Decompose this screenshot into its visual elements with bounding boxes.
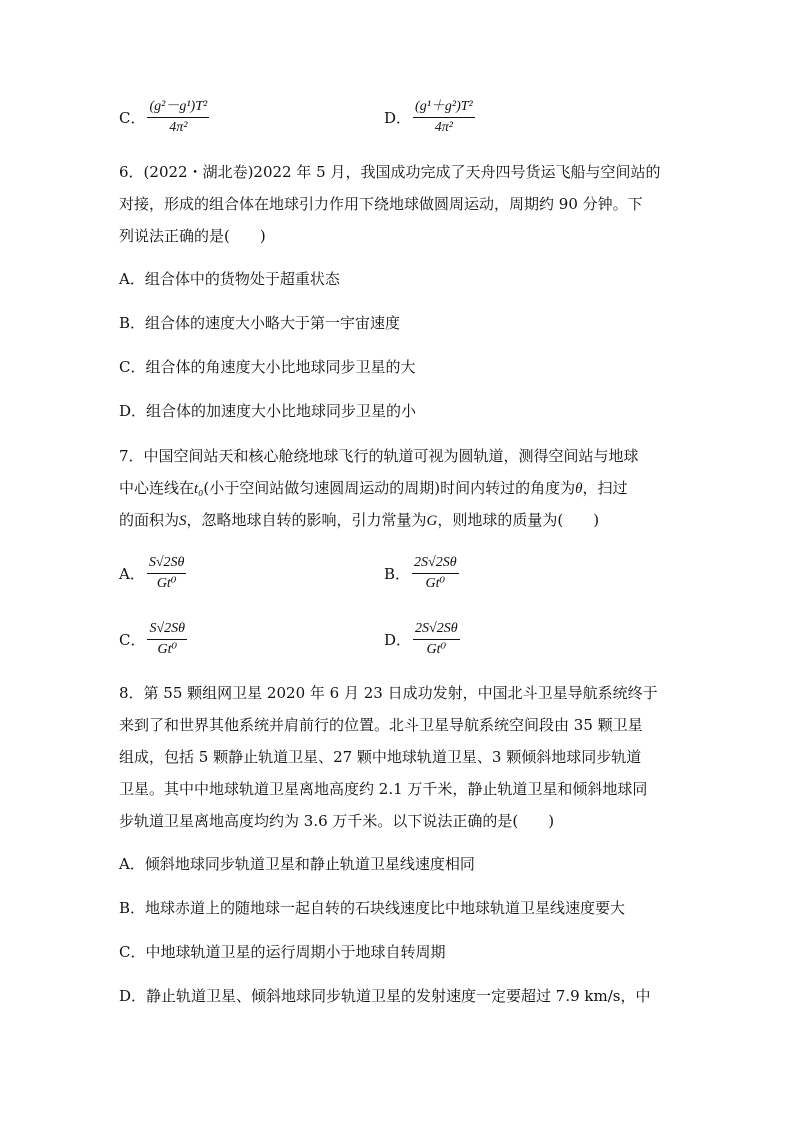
fraction-denominator: Gt⁰ [156, 576, 177, 591]
q8-stem-line-2: 来到了和世界其他系统并肩前行的位置。北斗卫星导航系统空间段由 35 颗卫星 [119, 716, 643, 734]
q7-option-b [384, 554, 459, 593]
q6-stem-line-2: 对接，形成的组合体在地球引力作用下绕地球做圆周运动，周期约 90 分钟。下 [119, 195, 643, 213]
text-segment: ，则地球的质量为( ) [437, 511, 600, 529]
fraction-denominator: 4π² [169, 120, 188, 135]
q8-option-b: B．地球赤道上的随地球一起自转的石块线速度比中地球轨道卫星线速度要大 [119, 899, 626, 917]
q7-option-c [119, 620, 187, 659]
q8-stem-line-5: 步轨道卫星离地高度均约为 3.6 万千米。以下说法正确的是( ) [119, 812, 555, 830]
area-symbol: S [179, 513, 187, 529]
q7-stem-line-1: 7．中国空间站天和核心舱绕地球飞行的轨道可视为圆轨道，测得空间站与地球 [119, 447, 639, 465]
option-label: C． [119, 630, 146, 649]
text-segment: 的面积为 [119, 511, 180, 529]
option-label: D． [384, 630, 412, 649]
q5-option-d-fraction [413, 98, 475, 137]
option-label: C． [119, 108, 146, 127]
q6-option-b: B．组合体的速度大小略大于第一宇宙速度 [119, 314, 401, 332]
fraction-numerator: (g²－g¹)T² [147, 98, 209, 118]
fraction-numerator: (g¹＋g²)T² [413, 98, 475, 118]
q7-stem-line-2 [119, 478, 628, 499]
q6-option-a: A．组合体中的货物处于超重状态 [119, 270, 340, 288]
q7-option-d-fraction [413, 620, 460, 659]
q8-option-c: C．中地球轨道卫星的运行周期小于地球自转周期 [119, 943, 446, 961]
q8-stem-line-1: 8．第 55 颗组网卫星 2020 年 6 月 23 日成功发射，中国北斗卫星导航系统终于 [119, 684, 658, 702]
option-label: B． [384, 564, 411, 583]
text-segment: ，忽略地球自转的影响，引力常量为 [186, 511, 427, 529]
q7-option-a [119, 554, 186, 593]
fraction-numerator: 2S√2Sθ [412, 554, 459, 574]
q5-option-d [384, 98, 475, 137]
text-segment: (小于空间站做匀速圆周运动的周期)时间内转过的角度为 [203, 479, 576, 497]
q7-stem-line-3 [119, 510, 599, 531]
q8-stem-line-4: 卫星。其中中地球轨道卫星离地高度约 2.1 万千米，静止轨道卫星和倾斜地球同 [119, 780, 648, 798]
q7-option-a-fraction [147, 554, 187, 593]
fraction-denominator: 4π² [434, 120, 453, 135]
q7-option-c-fraction [147, 620, 187, 659]
q6-stem-line-1: 6．(2022・湖北卷)2022 年 5 月，我国成功完成了天舟四号货运飞船与空间站的 [119, 163, 661, 181]
q6-stem-line-3: 列说法正确的是( ) [119, 227, 266, 245]
gravity-constant-symbol: G [426, 513, 438, 529]
q8-option-d: D．静止轨道卫星、倾斜地球同步轨道卫星的发射速度一定要超过 7.9 km/s，中 [119, 987, 651, 1005]
fraction-denominator: Gt⁰ [426, 642, 447, 657]
q8-stem-line-3: 组成，包括 5 颗静止轨道卫星、27 颗中地球轨道卫星、3 颗倾斜地球同步轨道 [119, 748, 642, 766]
angle-symbol: θ [575, 481, 583, 497]
fraction-denominator: Gt⁰ [425, 576, 446, 591]
q7-option-d [384, 620, 460, 659]
q5-option-c-fraction [147, 98, 209, 137]
fraction-numerator: S√2Sθ [147, 620, 187, 640]
q6-option-d: D．组合体的加速度大小比地球同步卫星的小 [119, 402, 417, 420]
option-label: A． [119, 564, 145, 583]
text-segment: ，扫过 [582, 479, 628, 497]
q6-option-c: C．组合体的角速度大小比地球同步卫星的大 [119, 358, 416, 376]
fraction-denominator: Gt⁰ [157, 642, 178, 657]
option-label: D． [384, 108, 412, 127]
text-segment: 中心连线在 [119, 479, 195, 497]
fraction-numerator: 2S√2Sθ [413, 620, 460, 640]
q5-option-c [119, 98, 209, 137]
fraction-numerator: S√2Sθ [147, 554, 187, 574]
q8-option-a: A．倾斜地球同步轨道卫星和静止轨道卫星线速度相同 [119, 855, 475, 873]
time-symbol: t₀ [194, 481, 204, 497]
q7-option-b-fraction [412, 554, 459, 593]
